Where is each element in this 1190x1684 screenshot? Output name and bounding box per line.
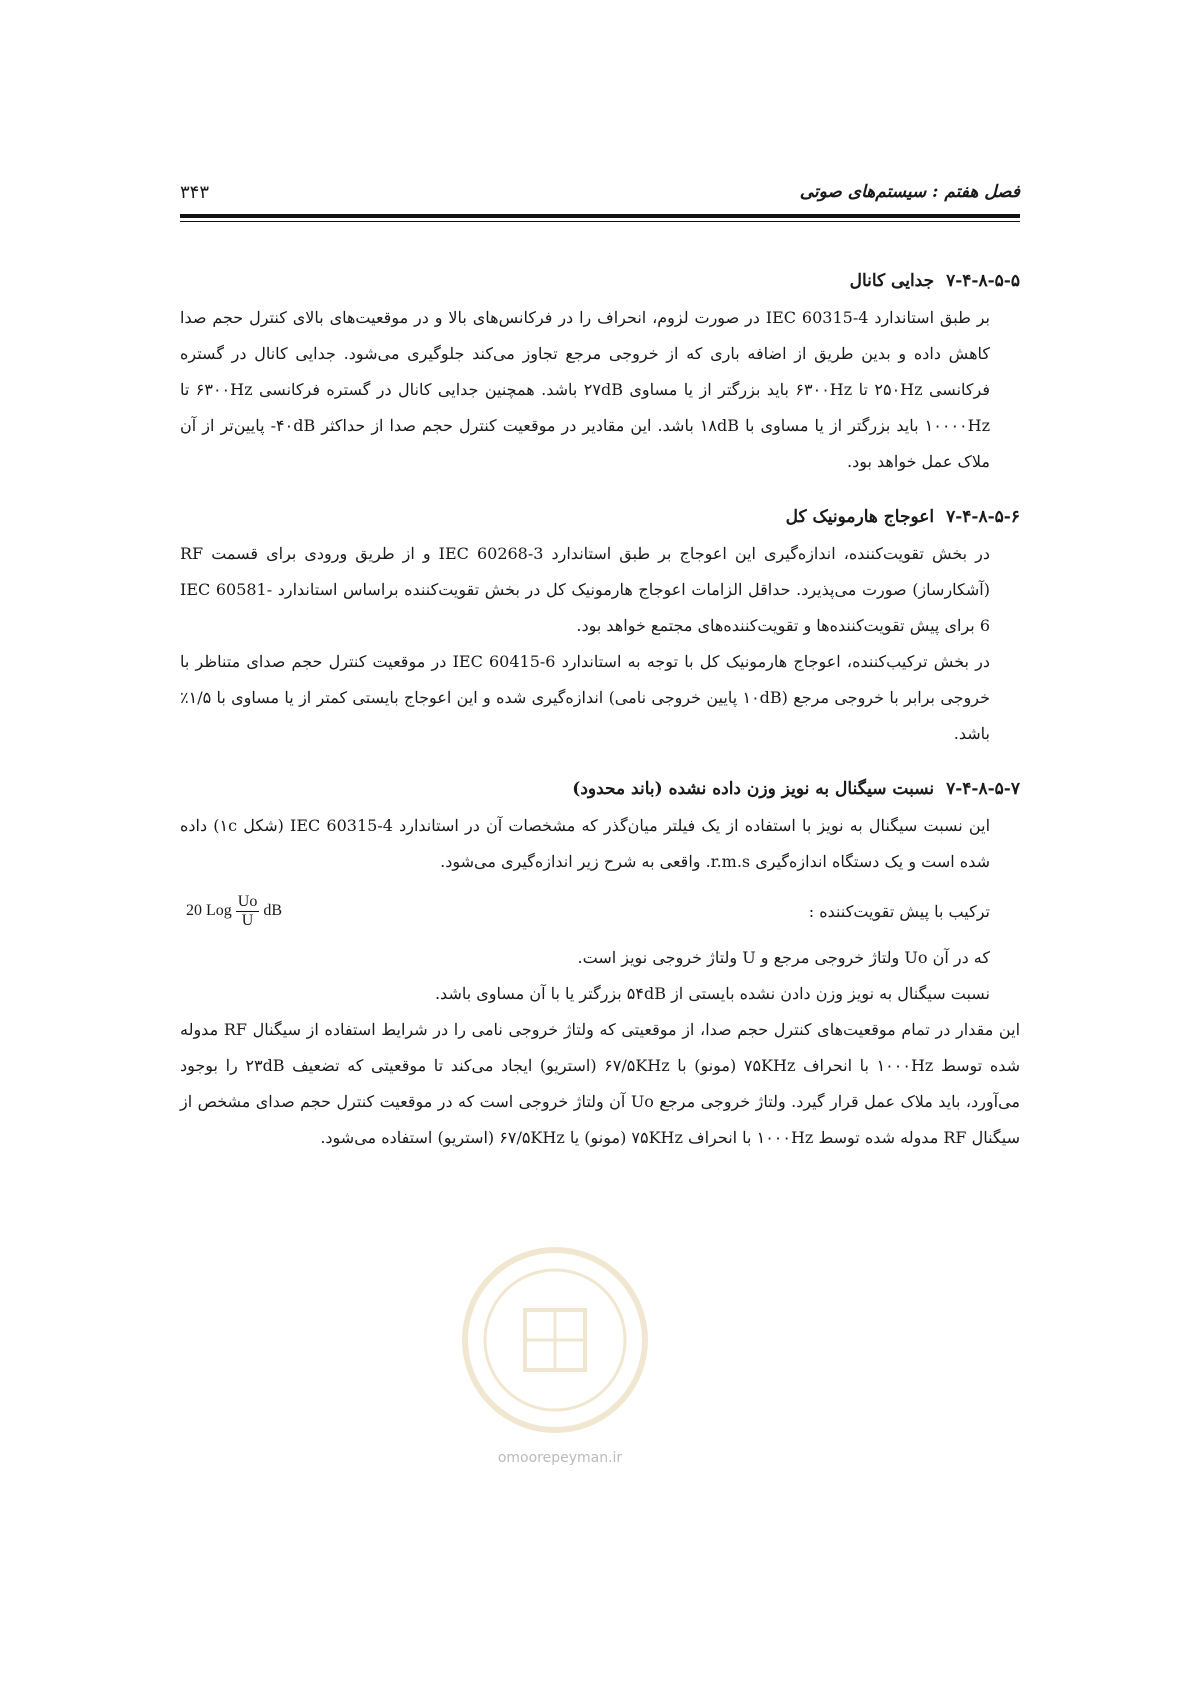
section-heading: [180, 770, 1020, 808]
formula-prefix: 20 Log: [186, 902, 232, 919]
snr-formula: [186, 886, 282, 936]
formula-numerator: Uo: [237, 892, 258, 910]
section-number: ۷-۴-۸-۵-۷: [946, 779, 1020, 799]
page-number: ۳۴۳: [180, 182, 210, 203]
formula-unit: dB: [263, 902, 283, 919]
section-title: اعوجاج هارمونیک کل: [785, 507, 935, 527]
paragraph: بر طبق استاندارد IEC 60315-4 در صورت لزوم، انحراف را در فرکانس‌های بالا و در موقعیت‌های بالای کنترل حجم صدا کاهش داده و بدین طریق از اضافه باری که از خروجی مرجع تجاوز می‌کند جلوگیری می‌شود. جدایی کانال در گستره فرکانسی ۲۵۰Hz تا ۶۳۰۰Hz باید بزرگتر از یا مساوی ۲۷dB باشد. همچنین جدایی کانال در گستره فرکانسی ۶۳۰۰Hz تا ۱۰۰۰۰Hz باید بزرگتر از یا مساوی با ۱۸dB باشد. این مقادیر در موقعیت کنترل حجم صدا از حداکثر ۴۰dB- پایین‌تر از آن ملاک عمل خواهد بود.: [180, 308, 991, 471]
section-total-harmonic-distortion: [180, 498, 1020, 752]
section-title: جدایی کانال: [849, 271, 935, 291]
chapter-title: فصل هفتم : سیستم‌های صوتی: [799, 182, 1020, 202]
formula-label: ترکیب با پیش تقویت‌کننده :: [808, 902, 990, 921]
paragraph: در بخش ترکیب‌کننده، اعوجاج هارمونیک کل با توجه به استاندارد IEC 60415-6 در موقعیت کنترل حجم صدای متناظر با خروجی برابر با خروجی مرجع (۱۰dB پایین خروجی نامی) اندازه‌گیری شده و این اعوجاج بایستی کمتر از یا مساوی با ۱/۵٪ باشد.: [180, 652, 991, 743]
paragraph: در بخش تقویت‌کننده، اندازه‌گیری این اعوجاج بر طبق استاندارد IEC 60268-3 و از طریق ورودی برای قسمت RF (آشکارساز) صورت می‌پذیرد. حداقل الزامات اعوجاج هارمونیک کل در بخش تقویت‌کننده براساس استاندارد IEC 60581-6 برای پیش تقویت‌کننده‌ها و تقویت‌کننده‌های مجتمع خواهد بود.: [180, 544, 991, 635]
section-number: ۷-۴-۸-۵-۶: [946, 507, 1020, 527]
paragraph: نسبت سیگنال به نویز وزن دادن نشده بایستی از ۵۴dB بزرگتر یا با آن مساوی باشد.: [434, 984, 990, 1003]
section-title: نسبت سیگنال به نویز وزن داده نشده (باند محدود): [572, 779, 935, 799]
formula-row: [180, 886, 990, 936]
paragraph: که در آن Uo ولتاژ خروجی مرجع و U ولتاژ خروجی نویز است.: [577, 948, 990, 967]
formula-fraction: [236, 893, 260, 930]
paragraph: این نسبت سیگنال به نویز با استفاده از یک فیلتر میان‌گذر که مشخصات آن در استاندارد IEC 60315-4 (شکل ۱c) داده شده است و یک دستگاه اندازه‌گیری r.m.s. واقعی به شرح زیر اندازه‌گیری می‌شود.: [180, 816, 991, 871]
section-channel-separation: [180, 262, 1020, 480]
page-body: [180, 262, 1020, 1174]
header-rule-thin: [180, 221, 1020, 222]
paragraph: این مقدار در تمام موقعیت‌های کنترل حجم صدا، از موقعیتی که ولتاژ خروجی نامی را در شرایط استفاده از سیگنال RF مدوله شده توسط ۱۰۰۰Hz با انحراف ۷۵KHz (مونو) با ۶۷/۵KHz (استریو) ایجاد می‌کند تا موقعیتی که تضعیف ۲۳dB را بوجود می‌آورد، باید ملاک عمل قرار گیرد. ولتاژ خروجی مرجع Uo آن ولتاژ خروجی است که در موقعیت کنترل حجم صدای مشخص از سیگنال RF مدوله شده توسط ۱۰۰۰Hz با انحراف ۷۵KHz (مونو) یا ۶۷/۵KHz (استریو) استفاده می‌شود.: [180, 1020, 1021, 1147]
page-header: [180, 182, 1020, 212]
section-signal-to-noise: [180, 770, 1020, 1156]
section-heading: [180, 498, 1020, 536]
header-rule-thick: [180, 214, 1020, 218]
watermark-text: omoorepeyman.ir: [497, 1450, 623, 1466]
section-number: ۷-۴-۸-۵-۵: [946, 271, 1020, 291]
watermark-seal-icon: [455, 1240, 655, 1440]
formula-denominator: U: [241, 911, 254, 929]
section-heading: [180, 262, 1020, 300]
